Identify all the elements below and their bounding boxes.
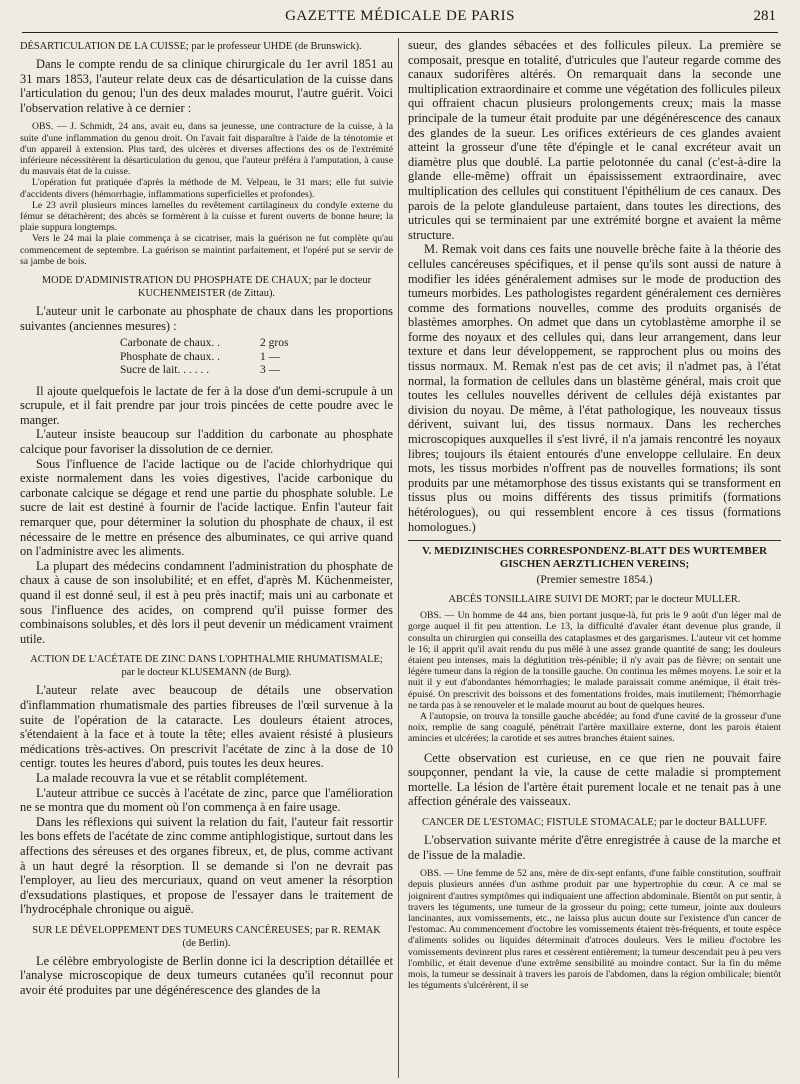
observation-paragraph: OBS. — Une femme de 52 ans, mère de dix-sept enfants, d'une faible constitution, souffrait depuis plusieurs années d'un asthme produit par une hypertrophie du cœur. A ce mal se joignirent d'autres symptômes qui indiquaient une affection abdominale. Bientôt on put sentir, à travers les téguments, une tumeur de la grosseur du poing; cette tumeur, jointe aux douleurs lancinantes, aux vomissements, etc., ne laissa plus aucun doute sur l'existence d'un cancer de l'estomac. Au commencement d'octobre les vomissements étaient très-fréquents, et toute espèce d'aliments solides ou liquides déterminait d'atroces douleurs. Vers le milieu d'octobre les vomissements devinrent plus rares et cessèrent entièrement; la tumeur descendait peu à peu vers l'ombilic, et était devenue d'une extrême sensibilité au moindre contact. Sur la fin du même mois, la tumeur se dessinait à travers les parois de l'abdomen, dans la région ombilicale; bientôt les téguments s'ulcérèrent, il se <box>408 868 781 992</box>
article-heading-abces: ABCÈS TONSILLAIRE SUIVI DE MORT; par le docteur MULLER. <box>448 594 741 606</box>
body-paragraph: L'auteur unit le carbonate au phosphate de chaux dans les proportions suivantes (anciennes mesures) : <box>20 304 393 333</box>
formula-row <box>120 337 393 351</box>
heading-line-1: MODE D'ADMINISTRATION DU PHOSPHATE DE CHAUX; par le docteur <box>41 275 372 287</box>
journal-title: GAZETTE MÉDICALE DE PARIS <box>285 8 515 24</box>
formula-row <box>120 364 393 378</box>
heading-line-1: ACTION DE L'ACÉTATE DE ZINC DANS L'OPHTHALMIE RHUMATISMALE; <box>30 654 383 666</box>
column-rule <box>398 38 399 1078</box>
article-heading-desarticulation: DÉSARTICULATION DE LA CUISSE; par le professeur UHDE (de Brunswick). <box>20 41 362 52</box>
section-title <box>408 545 781 571</box>
body-paragraph: La plupart des médecins condamnent l'administration du phosphate de chaux à cause de son insolubilité; et en effet, d'après M. Küchenmeister, quand il est donné seul, il est à peu près inactif; mais uni au carbonate et sous l'influence des acides, on comprend qu'il puisse former des combinaisons solubles, et dès lors il peut devenir un médicament vraiment utile. <box>20 558 393 646</box>
body-paragraph: Dans les réflexions qui suivent la relation du fait, l'auteur fait ressortir les bons effets de l'acétate de zinc comme antiphlogistique, surtout dans les affections des séreuses et des organes fibreux, et, de plus, comme activant à un haut degré la résorption. Il se demande si l'on ne devrait pas l'employer, au lieu des mercuriaux, quand on veut amener la résorption d'exsudations plastiques, et propose de l'essayer dans le traitement de l'hydrocéphale chronique ou aiguë. <box>20 814 393 917</box>
formula-row <box>120 351 393 365</box>
page-number: 281 <box>753 8 776 24</box>
body-paragraph: Sous l'influence de l'acide lactique ou de l'acide chlorhydrique qui existe normalement dans les voies digestives, l'acide carbonique du carbonate calcique se dégage et rend une partie du phosphate soluble. Le sucre de lait est destiné à fournir de l'acide lactique. Enfin l'auteur fait remarquer que, pour déterminer la solution du phosphate de chaux, il est nécessaire de le mettre en présence des albuminates, ce qui arrive quand on l'administre avec les aliments. <box>20 456 393 559</box>
section-title-line-1: V. MEDIZINISCHES CORRESPONDENZ-BLATT DES WURTEMBER <box>421 545 768 558</box>
section-title-line-2: GISCHEN AERZTLICHEN VEREINS; <box>499 558 690 571</box>
body-paragraph: L'observation suivante mérite d'être enregistrée à cause de la marche et de l'issue de la maladie. <box>408 833 781 862</box>
observation-paragraph: OBS. — J. Schmidt, 24 ans, avait eu, dans sa jeunesse, une contracture de la cuisse, à la suite d'une inflammation du genou droit. On l'avait fait disparaître à l'aide de la ténotomie et d'un appareil à extension. Plus tard, des ulcères et diverses affections des os de l'extrémité inférieure nécessitèrent la désarticulation du genou, que l'auteur préféra à l'amputation, à cause du mauvais état de la cuisse. <box>20 121 393 178</box>
section-divider <box>408 540 781 541</box>
formula-item: Phosphate de chaux. . <box>120 350 220 363</box>
observation-paragraph: Le 23 avril plusieurs minces lamelles du revêtement cartilagineux du condyle externe du fémur se détachèrent; des abcès se formèrent à la cuisse et furent ouverts de bonne heure; la plaie suppura longtemps. <box>20 199 393 234</box>
body-paragraph: Le célèbre embryologiste de Berlin donne ici la description détaillée et l'analyse microscopique de deux tumeurs cutanées qu'il reconnut pour avoir été produites par une dégénérescence des glandes de la <box>20 953 393 998</box>
formula-qty: 2 gros <box>260 337 289 350</box>
body-paragraph: Cette observation est curieuse, en ce que rien ne pouvait faire soupçonner, pendant la vie, la cause de cette maladie si promptement mortelle. La lésion de l'artère était purement locale et ne tenait pas à une affection générale des vaisseaux. <box>408 750 781 809</box>
body-paragraph: M. Remak voit dans ces faits une nouvelle brèche faite à la théorie des cellules cancéreuses spécifiques, et il pense qu'ils sont aussi de nature à modifier les idées généralement admises sur le mode de production des tumeurs morbides. Les pathologistes regardent généralement ces dernières comme des formations nouvelles, comme des produits organisés de blastèmes amorphes. On admet que dans un cytoblastème amorphe il se forme des noyaux et des cellules qui, dans leur arrangement, dans leur texture et dans leur développement, se rapprochent plus ou moins des tissus normaux. M. Remak n'est pas de cet avis; il n'admet pas, à l'état normal, la formation de cellules dans un blastème général, mais croit que toutes les cellules nouvelles dérivent de cellules déjà existantes par division du noyau. De même, à l'état pathologique, les nouveaux tissus dérivent, suivant lui, des tissus normaux. Dans les recherches microscopiques auxquelles il s'est livré, il n'a jamais rencontré les noyaux libres; toujours ils étaient entourés d'une enveloppe cellulaire. En deux mots, les tissus morbides n'offrent pas de nouvelles formations; ils sont produits par une métamorphose des tissus existants qui se transforment en tissus plus ou moins différents des tissus primitifs (formations hétérologues), ou qui ressemblent encore à ces tissus (formations homologues.) <box>408 242 781 534</box>
heading-line-2: (de Berlin). <box>182 937 231 949</box>
formula-table <box>120 337 393 378</box>
article-heading-cancer: CANCER DE L'ESTOMAC; FISTULE STOMACALE; par le docteur BALLUFF. <box>422 817 767 828</box>
body-paragraph: L'auteur relate avec beaucoup de détails une observation d'inflammation rhumatismale des parties fibreuses de l'œil survenue à la suite de l'opération de la cataracte. Les douleurs étaient atroces, s'étendaient à la face et à toute la tête; elles avaient résisté à plusieurs médications très-actives. On prescrivit l'acétate de zinc à la dose de 10 centigr. toutes les heures d'abord, puis toutes les deux heures. <box>20 683 393 771</box>
article-heading-tumeurs <box>20 924 393 950</box>
left-column <box>20 38 393 1080</box>
body-paragraph: L'auteur attribue ce succès à l'acétate de zinc, parce que l'amélioration ne se montra que du moment où l'on commença à en faire usage. <box>20 785 393 815</box>
body-paragraph: L'auteur insiste beaucoup sur l'addition du carbonate au phosphate calcique pour favoriser la dissolution de ce dernier. <box>20 427 393 457</box>
formula-item: Carbonate de chaux. . <box>120 337 220 350</box>
heading-line-1: SUR LE DÉVELOPPEMENT DES TUMEURS CANCÉREUSES; par R. REMAK <box>32 924 381 936</box>
running-header <box>22 6 778 33</box>
body-paragraph: Dans le compte rendu de sa clinique chirurgicale du 1er avril 1851 au 31 mars 1853, l'auteur relate deux cas de désarticulation de la cuisse dans l'articulation du genou; l'un des deux malades mourut, l'autre guérit. Voici l'observation relative à ce dernier : <box>20 57 393 115</box>
observation-paragraph: Vers le 24 mai la plaie commença à se cicatriser, mais la guérison ne fut complète qu'au commencement de septembre. La guérison se maintint parfaitement, et l'opéré put se servir de sa jambe de bois. <box>20 233 393 267</box>
formula-item: Sucre de lait. . . . . . <box>120 364 210 377</box>
observation-paragraph: L'opération fut pratiquée d'après la méthode de M. Velpeau, le 31 mars; elle fut suivie d'accidents divers (hémorrhagie, inflammations superficielles et profondes). <box>20 177 393 200</box>
article-heading-phosphate <box>20 274 393 300</box>
heading-line-2: par le docteur KLUSEMANN (de Burg). <box>121 667 292 679</box>
observation-paragraph: A l'autopsie, on trouva la tonsille gauche abcédée; au fond d'une cavité de la grosseur d'une noix, remplie de sang coagulé, pénétrait l'artère maxillaire externe, dont les parois étaient amincies et ulcérées; la carotide et ses autres branches étaient saines. <box>408 711 781 745</box>
body-paragraph: sueur, des glandes sébacées et des follicules pileux. La première se composait, presque en totalité, d'utricules que l'auteur regarde comme des canaux sudorifères altérés. On remarquait dans la seconde une multiplication extraordinaire et comme une végétation des follicules pileux qui offraient chacun plusieurs prolongements creux; mais la masse principale de la tumeur était produite par une dégénérescence des canaux des glandes de la sueur. Les orifices extérieurs de ces glandes avaient atteint la grosseur d'une tête d'épingle et le canal excréteur avait un diamètre plus que doublé. La partie pelotonnée du canal (c'est-à-dire la glande elle-même) offrait un épaississement extraordinaire, avec multiplication des cellules qui constituent l'épithélium de ces canaux. Des parois de la pelote glanduleuse partaient, dans toutes les directions, des utricules qui se terminaient par une extrémité borgne et avaient la même structure. <box>408 38 781 242</box>
formula-qty: 1 — <box>260 350 281 363</box>
right-column <box>408 38 781 1080</box>
section-subtitle: (Premier semestre 1854.) <box>536 574 653 587</box>
article-heading-acetate-zinc <box>20 653 393 679</box>
formula-qty: 3 — <box>260 364 281 377</box>
observation-paragraph: OBS. — Un homme de 44 ans, bien portant jusque-là, fut pris le 9 août d'un léger mal de gorge auquel il fit peu attention. Le 13, la difficulté d'avaler étant devenue plus grande, il consulta un chirurgien qui conseilla des cataplasmes et des gargarismes. L'auteur vit cet homme le 16; il apprit qu'il avait rendu du pus mêlé à une assez grande quantité de sang; les douleurs étaient peu intenses, mais la déglutition très-pénible; il n'y avait pas de fièvre; on sentait une légère tumeur dans la région de la tonsille gauche. On continua les mêmes moyens. Le soir et la nuit il y eut d'abondantes hémorrhagies; le malade paraissait comme anémique, il était très-épuisé. On prescrivit des boissons et des fomentations froides, mais inutilement; l'hémorrhagie ne tarda pas à se renouveler et le malade mourut au bout de quelques heures. <box>408 610 781 711</box>
heading-line-2: KUCHENMEISTER (de Zittau). <box>137 288 276 300</box>
body-paragraph: La malade recouvra la vue et se rétablit complétement. <box>36 770 308 785</box>
body-paragraph: Il ajoute quelquefois le lactate de fer à la dose d'un demi-scrupule à un scrupule, et il fait prendre par jour trois pincées de cette poudre avec le manger. <box>20 383 393 427</box>
